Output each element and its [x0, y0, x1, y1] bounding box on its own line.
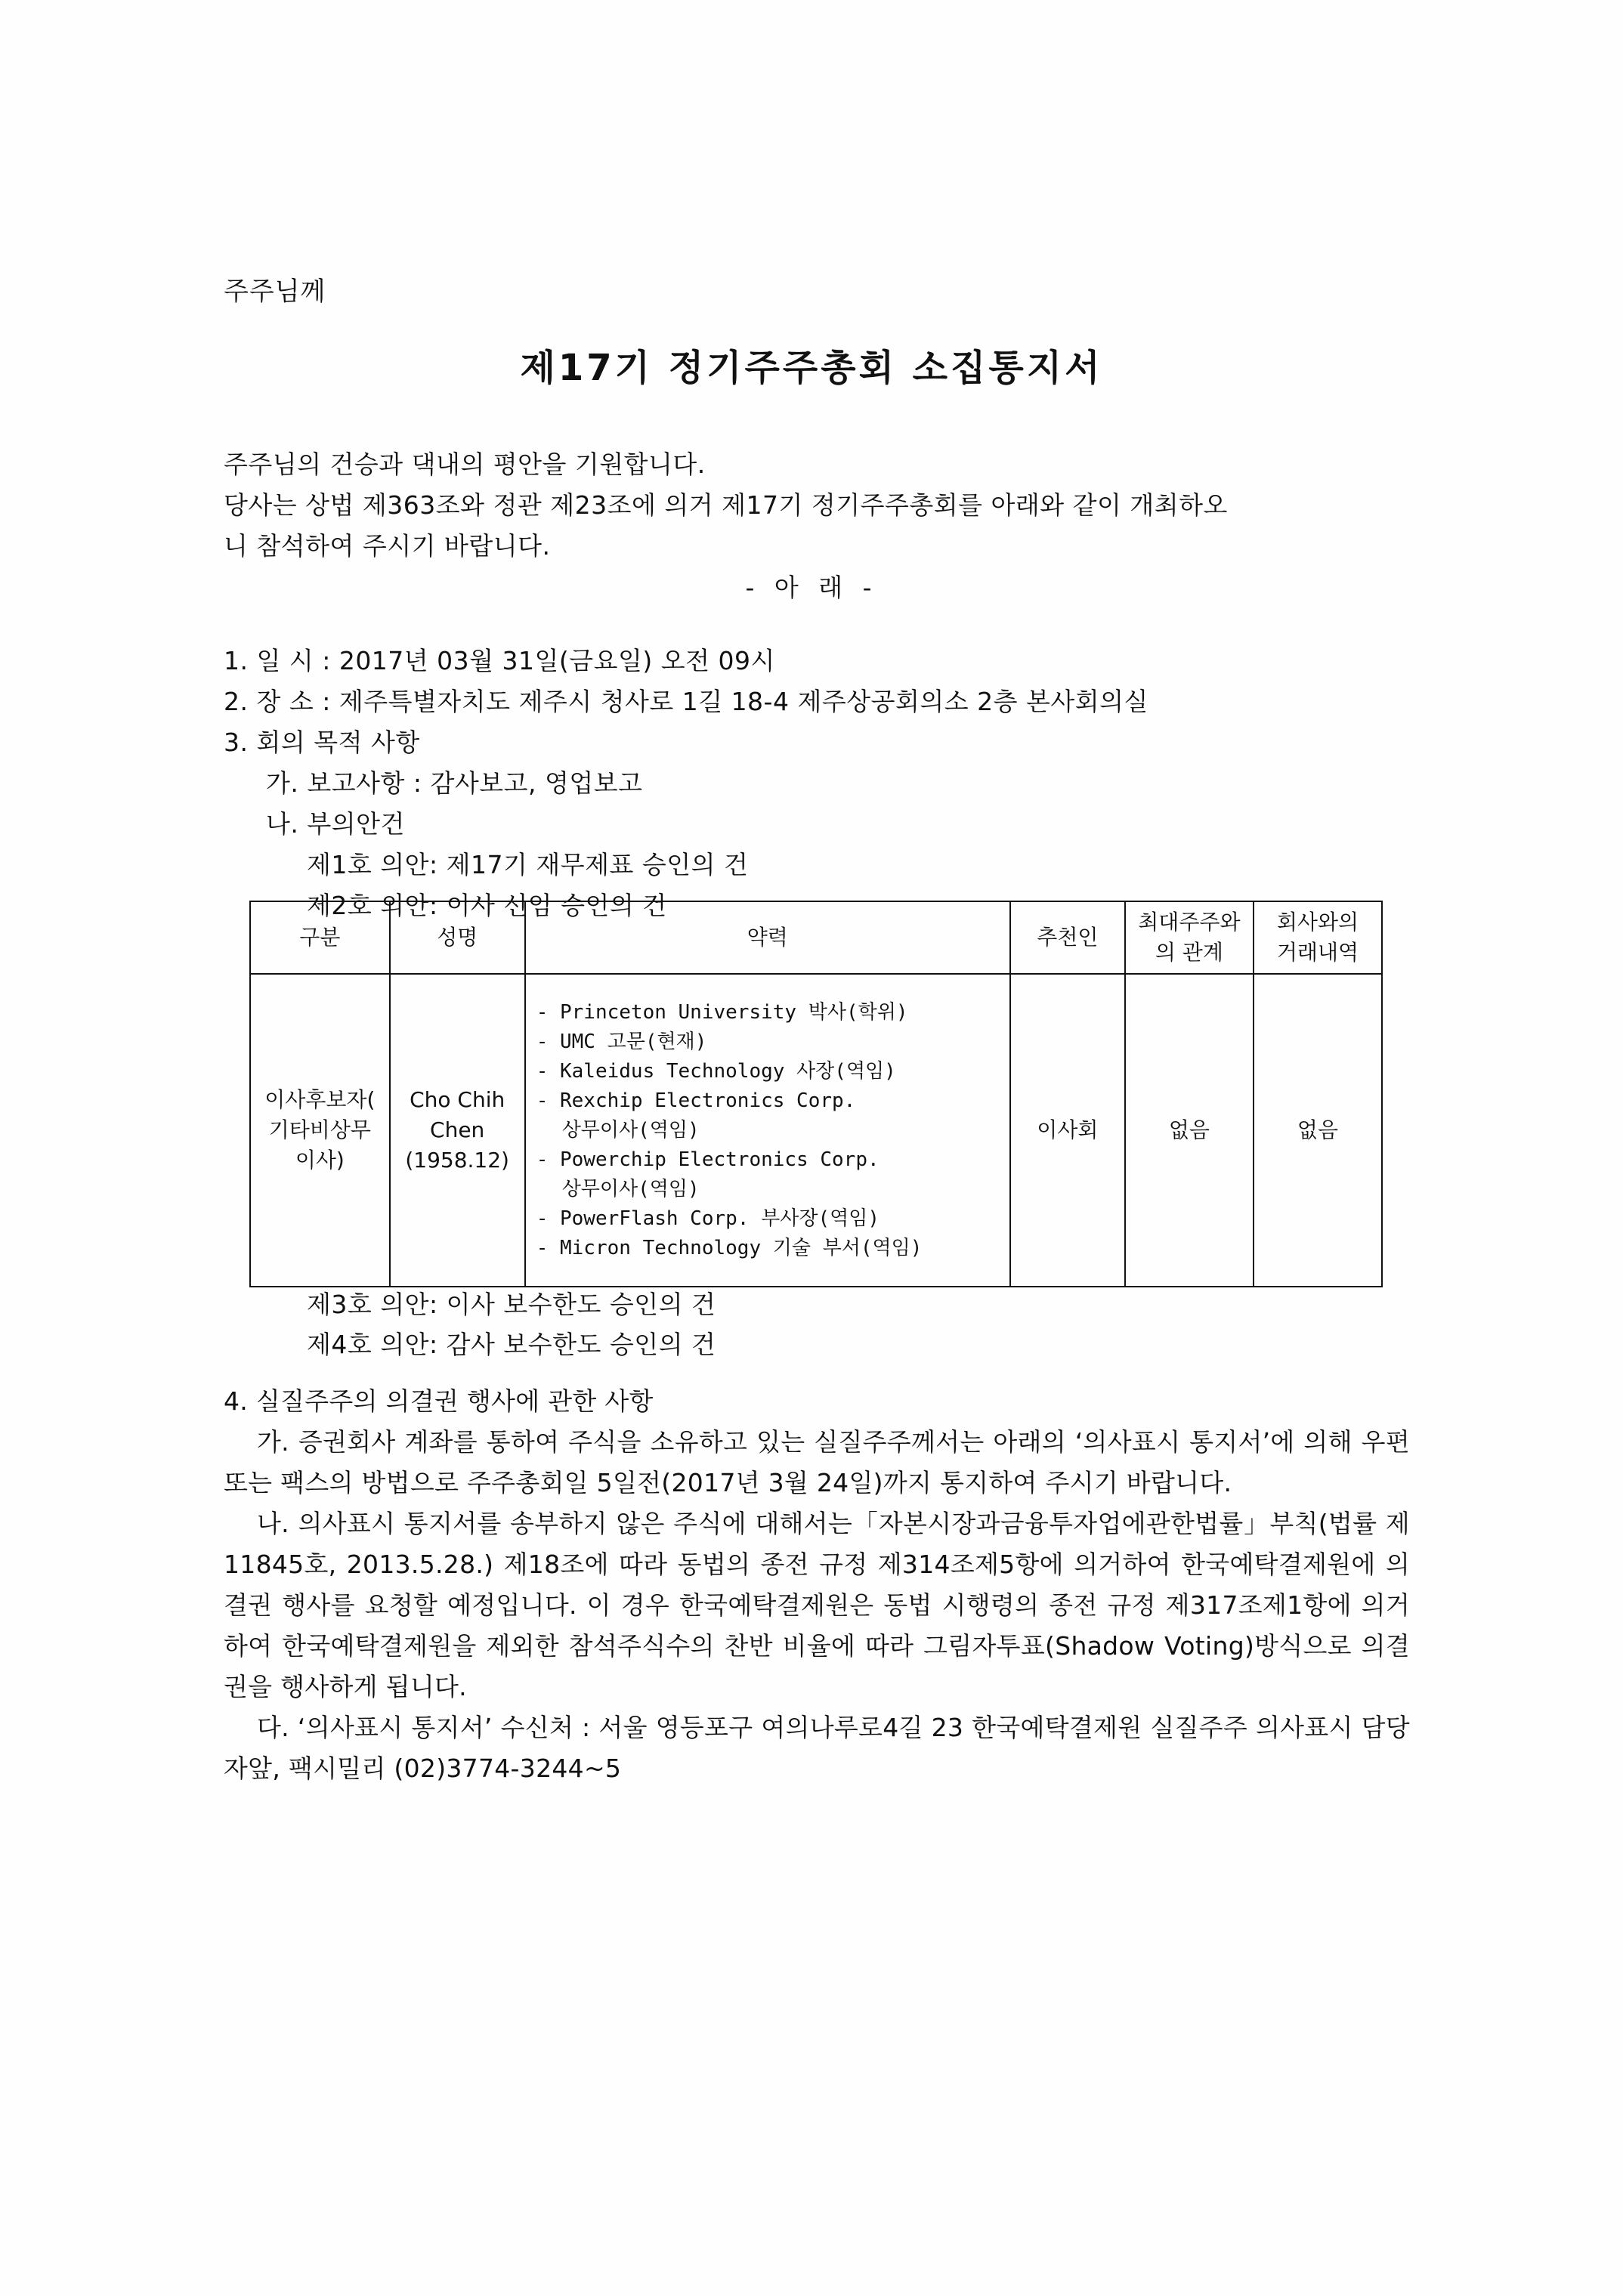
agenda-item-datetime: 1. 일 시 : 2017년 03월 31일(금요일) 오전 09시 [224, 646, 775, 675]
header-recommender: 추천인 [1010, 901, 1125, 974]
cell-name-birth: (1958.12) [405, 1148, 509, 1173]
intro-line-2: 당사는 상법 제363조와 정관 제23조에 의거 제17기 정기주주총회를 아래와 같이 개최하오 [224, 490, 1228, 520]
section-4-para-c: 다. ‘의사표시 통지서’ 수신처 : 서울 영등포구 여의나루로4길 23 한국예탁결제원 실질주주 의사표시 담당자앞, 팩시밀리 (02)3774-3244~5 [224, 1713, 1410, 1783]
header-relation [1125, 901, 1254, 974]
table-header-row [250, 901, 1382, 974]
intro-paragraph [224, 444, 1387, 567]
agenda-list [224, 641, 1433, 926]
agenda-item-location: 2. 장 소 : 제주특별자치도 제주시 청사로 1길 18-4 제주상공회의소 2층 본사회의실 [224, 687, 1148, 716]
career-line: - Micron Technology 기술 부서(역임) [536, 1236, 923, 1259]
intro-line-3: 니 참석하여 주시기 바랍니다. [224, 531, 551, 561]
agenda-proposal-3: 제3호 의안: 이사 보수한도 승인의 건 [307, 1290, 716, 1319]
header-relation-line-2: 의 관계 [1155, 940, 1223, 965]
agenda-item-report: 가. 보고사항 : 감사보고, 영업보고 [266, 768, 643, 798]
page-title: 제17기 정기주주총회 소집통지서 [520, 347, 1103, 389]
cell-relation: 없음 [1125, 974, 1254, 1287]
header-deal [1254, 901, 1382, 974]
cell-recommender: 이사회 [1010, 974, 1125, 1287]
cell-gubun-line-3: 이사) [295, 1148, 345, 1173]
cell-gubun [250, 974, 390, 1287]
section-4-para-a: 가. 증권회사 계좌를 통하여 주식을 소유하고 있는 실질주주께서는 아래의 ‘의사표시 통지서’에 의해 우편 또는 팩스의 방법으로 주주총회일 5일전(2017년 3월 24일)까지 통지하여 주시기 바랍니다. [224, 1427, 1410, 1497]
cell-gubun-line-1: 이사후보자( [264, 1087, 376, 1112]
agenda-item-proposals: 나. 부의안건 [266, 809, 405, 839]
career-line: - UMC 고문(현재) [536, 1030, 707, 1053]
arae-divider: - 아 래 - [745, 573, 878, 602]
section-4-para-b: 나. 의사표시 통지서를 송부하지 않은 주식에 대해서는「자본시장과금융투자업에관한법률」부칙(법률 제11845호, 2013.5.28.) 제18조에 따라 동법의 종전 규정 제314조제5항에 의거하여 한국예탁결제원에 의결권 행사를 요청할 예정입니다. 이 경우 한국예탁결제원은 동법 시행령의 종전 규정 제317조제1항에 의거하여 한국예탁결제원을 제외한 참석주식수의 찬반 비율에 따라 그림자투표(Shadow Voting)방식으로 의결권을 행사하게 됩니다. [224, 1509, 1410, 1701]
section-4 [224, 1381, 1410, 1789]
section-4-heading: 4. 실질주주의 의결권 행사에 관한 사항 [224, 1386, 654, 1416]
career-line: - Rexchip Electronics Corp. [536, 1089, 856, 1112]
intro-line-1: 주주님의 건승과 댁내의 평안을 기원합니다. [224, 450, 706, 479]
agenda-proposal-4: 제4호 의안: 감사 보수한도 승인의 건 [307, 1330, 716, 1359]
salutation: 주주님께 [224, 277, 326, 307]
career-line: - Kaleidus Technology 사장(역임) [536, 1059, 896, 1083]
header-gubun: 구분 [250, 901, 390, 974]
cell-gubun-line-2: 기타비상무 [268, 1117, 371, 1142]
agenda-proposal-1: 제1호 의안: 제17기 재무제표 승인의 건 [307, 850, 749, 879]
career-line: - Princeton University 박사(학위) [536, 1000, 908, 1024]
career-line: 상무이사(역임) [561, 1177, 700, 1201]
director-candidate-table [249, 901, 1383, 1287]
header-name: 성명 [390, 901, 525, 974]
cell-name-line-1: Cho Chih [410, 1087, 505, 1112]
header-deal-line-1: 회사와의 [1276, 910, 1359, 935]
header-career: 약력 [525, 901, 1010, 974]
career-line: - Powerchip Electronics Corp. [536, 1148, 880, 1171]
table-row [250, 974, 1382, 1287]
agenda-item-purpose: 3. 회의 목적 사항 [224, 728, 420, 757]
agenda-proposal-2: 제2호 의안: 이사 선임 승인의 건 [307, 891, 667, 920]
career-line: 상무이사(역임) [561, 1118, 700, 1142]
header-deal-line-2: 거래내역 [1276, 940, 1359, 965]
career-line: - PowerFlash Corp. 부사장(역임) [536, 1207, 880, 1230]
agenda-list-continued [224, 1284, 1433, 1364]
cell-deal: 없음 [1254, 974, 1382, 1287]
cell-career [525, 974, 1010, 1287]
header-relation-line-1: 최대주주와 [1138, 910, 1241, 935]
cell-name-line-2: Chen [430, 1117, 485, 1142]
cell-name [390, 974, 525, 1287]
